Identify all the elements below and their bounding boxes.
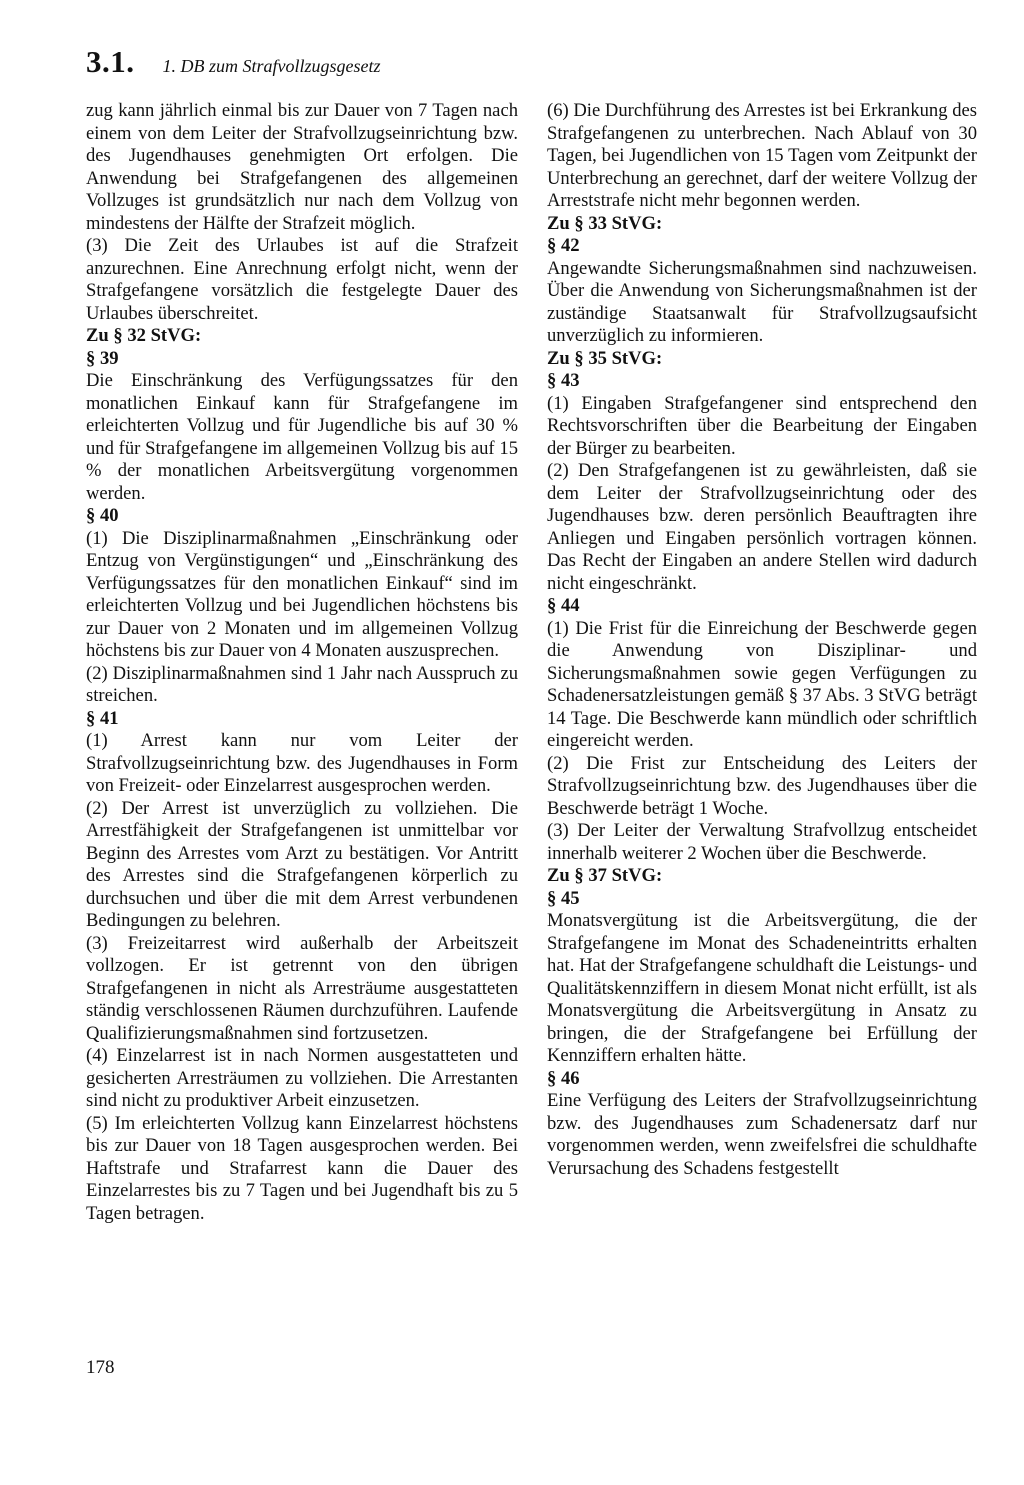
paragraph-heading-44: § 44	[547, 595, 580, 616]
page-header	[86, 44, 381, 80]
paragraph: zug kann jährlich einmal bis zur Dauer von 7 Tagen nach einem von dem Leiter der Strafvollzugseinrichtung bzw. des Jugendhauses genehmigten Ort erfolgen. Die Anwendung bei Strafgefangenen des allgemeinen Vollzuges ist grundsätzlich nur nach dem Vollzug von mindestens der Hälfte der Strafzeit möglich.	[86, 100, 518, 234]
left-column	[86, 100, 518, 1225]
paragraph-heading-42: § 42	[547, 235, 580, 256]
paragraph: (3) Der Leiter der Verwaltung Strafvollzug entscheidet innerhalb weiterer 2 Wochen über die Beschwerde.	[547, 820, 977, 864]
section-heading-zu-37: Zu § 37 StVG:	[547, 865, 663, 886]
paragraph: (1) Die Frist für die Einreichung der Beschwerde gegen die Anwendung von Disziplinar- und Sicherungsmaßnahmen sowie gegen Verfügungen zu Schadenersatzleistungen gemäß § 37 Abs. 3 StVG beträgt 14 Tage. Die Beschwerde kann mündlich oder schriftlich eingereicht werden.	[547, 617, 977, 751]
paragraph: (3) Freizeitarrest wird außerhalb der Arbeitszeit vollzogen. Er ist getrennt von den übrigen Strafgefangenen in nicht als Arresträume ausgestatteten ständig verschlossenen Räumen durchzuführen. Laufende Qualifizierungsmaßnahmen sind fortzusetzen.	[86, 932, 518, 1044]
paragraph: (4) Einzelarrest ist in nach Normen ausgestatteten und gesicherten Arresträumen zu vollziehen. Die Arrestanten sind nicht zu produktiver Arbeit einzusetzen.	[86, 1045, 518, 1111]
paragraph: (1) Eingaben Strafgefangener sind entsprechend den Rechtsvorschriften über die Bearbeitung der Eingaben der Bürger zu bearbeiten.	[547, 392, 977, 459]
page-number: 178	[86, 1357, 115, 1378]
paragraph: (1) Die Disziplinarmaßnahmen „Einschränkung oder Entzug von Vergünstigungen“ und „Einschränkung des Verfügungssatzes für den monatlichen Einkauf“ sind im erleichterten Vollzug und bei Jugendlichen höchstens bis zur Dauer von 2 Monaten und im allgemeinen Vollzug höchstens bis zur Dauer von 4 Monaten auszusprechen.	[86, 527, 518, 661]
section-heading-zu-32: Zu § 32 StVG:	[86, 325, 202, 346]
paragraph: (3) Die Zeit des Urlaubes ist auf die Strafzeit anzurechnen. Eine Anrechnung erfolgt nicht, wenn der Strafgefangene vorsätzlich die festgelegte Dauer des Urlaubes überschreitet.	[86, 235, 518, 324]
paragraph: (2) Der Arrest ist unverzüglich zu vollziehen. Die Arrestfähigkeit der Strafgefangenen ist unmittelbar vor Beginn des Arrestes vom Arzt zu bestätigen. Vor Antritt des Arrestes sind die Strafgefangenen körperlich zu durchsuchen und über die mit dem Arrest verbundenen Bedingungen zu belehren.	[86, 797, 518, 931]
paragraph-heading-46: § 46	[547, 1067, 580, 1089]
section-heading-zu-33: Zu § 33 StVG:	[547, 212, 663, 234]
paragraph: (5) Im erleichterten Vollzug kann Einzelarrest höchstens bis zur Dauer von 18 Tagen ausgesprochen werden. Bei Haftstrafe und Strafarrest kann die Dauer des Einzelarrestes bis zu 7 Tagen und bei Jugendhaft bis zu 5 Tagen betragen.	[86, 1112, 518, 1224]
paragraph: (2) Disziplinarmaßnahmen sind 1 Jahr nach Ausspruch zu streichen.	[86, 662, 518, 706]
section-heading-zu-35: Zu § 35 StVG:	[547, 347, 663, 369]
paragraph: (2) Die Frist zur Entscheidung des Leiters der Strafvollzugseinrichtung bzw. des Jugendhauses über die Beschwerde beträgt 1 Woche.	[547, 752, 977, 819]
right-column	[547, 100, 977, 1180]
paragraph-heading-40: § 40	[86, 505, 119, 526]
paragraph: Monatsvergütung ist die Arbeitsvergütung, die der Strafgefangene im Monat des Schadeneintritts erhalten hat. Hat der Strafgefangene schuldhaft die Leistungs- und Qualitätskennziffern in diesem Monat nicht erfüllt, ist als Monatsvergütung die Arbeitsvergütung in Ansatz zu bringen, die der Strafgefangene bei Erfüllung der Kennziffern erhalten hätte.	[547, 910, 977, 1066]
paragraph: Die Einschränkung des Verfügungssatzes für den monatlichen Einkauf kann für Strafgefangene im erleichterten Vollzug und für Jugendliche bis auf 30 % und für Strafgefangene im allgemeinen Vollzug bis auf 15 % der monatlichen Arbeitsvergütung vorgenommen werden.	[86, 370, 518, 504]
paragraph-heading-45: § 45	[547, 887, 580, 909]
paragraph: (2) Den Strafgefangenen ist zu gewährleisten, daß sie dem Leiter der Strafvollzugseinrichtung oder des Jugendhauses bzw. deren persönlich Beauftragten ihre Anliegen und Eingaben persönlich vortragen können. Das Recht der Eingaben an andere Stellen wird dadurch nicht eingeschränkt.	[547, 460, 977, 594]
chapter-number: 3.1.	[86, 44, 135, 79]
paragraph: Angewandte Sicherungsmaßnahmen sind nachzuweisen. Über die Anwendung von Sicherungsmaßnahmen ist der zuständige Staatsanwalt für Strafvollzugsaufsicht unverzüglich zu informieren.	[547, 257, 977, 346]
paragraph-heading-43: § 43	[547, 370, 580, 391]
paragraph-heading-41: § 41	[86, 707, 119, 729]
paragraph: (1) Arrest kann nur vom Leiter der Strafvollzugseinrichtung bzw. des Jugendhauses in Form von Freizeit- oder Einzelarrest ausgesprochen werden.	[86, 730, 518, 796]
paragraph-heading-39: § 39	[86, 347, 119, 369]
chapter-title: 1. DB zum Strafvollzugsgesetz	[162, 56, 381, 76]
paragraph: Eine Verfügung des Leiters der Strafvollzugseinrichtung bzw. des Jugendhauses zum Schadenersatz darf nur vorgenommen werden, wenn zweifelsfrei die schuldhafte Verursachung des Schadens festgestellt	[547, 1090, 977, 1179]
paragraph: (6) Die Durchführung des Arrestes ist bei Erkrankung des Strafgefangenen zu unterbrechen. Nach Ablauf von 30 Tagen, bei Jugendlichen von 15 Tagen vom Zeitpunkt der Unterbrechung an gerechnet, darf der weitere Vollzug der Arreststrafe nicht mehr begonnen werden.	[547, 100, 977, 211]
